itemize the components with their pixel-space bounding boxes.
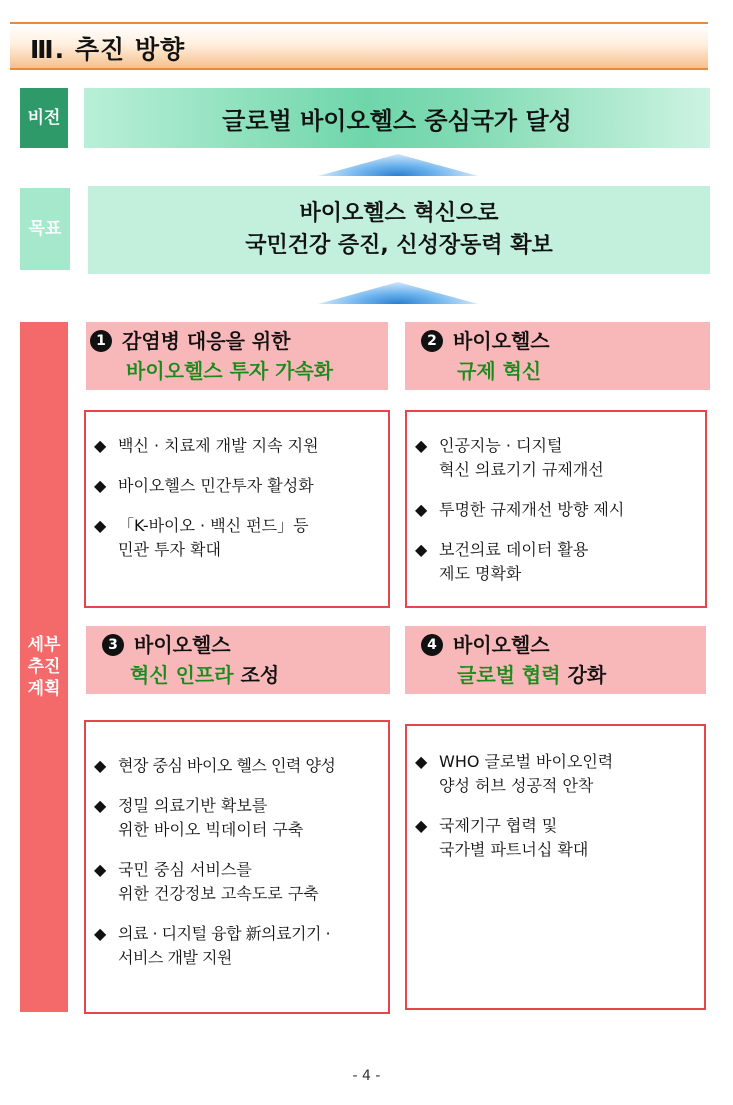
action-list-4 [405, 724, 706, 1010]
page-number: - 4 - [352, 1068, 381, 1084]
list-item: ◆ 보건의료 데이터 활용 제도 명확화 [415, 538, 705, 586]
category-2-header [405, 322, 710, 390]
category-1-header [86, 322, 388, 390]
category-title: 감염병 대응을 위한 [122, 329, 291, 353]
diamond-bullet-icon: ◆ [94, 436, 107, 455]
list-item: ◆ 정밀 의료기반 확보를 위한 바이오 빅데이터 구축 [94, 794, 388, 842]
diamond-bullet-icon: ◆ [94, 796, 107, 815]
action-list-1 [84, 410, 390, 608]
list-item: ◆ 인공지능 · 디지털 혁신 의료기기 규제개선 [415, 434, 705, 482]
category-4-header [405, 626, 706, 694]
diamond-bullet-icon: ◆ [415, 816, 428, 835]
list-item: ◆ 의료 · 디지털 융합 新의료기기 · 서비스 개발 지원 [94, 922, 388, 970]
diamond-bullet-icon: ◆ [94, 476, 107, 495]
diamond-bullet-icon: ◆ [415, 500, 428, 519]
category-suffix: 강화 [560, 663, 607, 687]
category-highlight: 바이오헬스 투자 가속화 [126, 359, 334, 383]
detail-label-line: 세부 [27, 634, 61, 655]
goal-line-2: 국민건강 증진, 신성장동력 확보 [245, 233, 553, 258]
list-item: ◆ 국민 중심 서비스를 위한 건강정보 고속도로 구축 [94, 858, 388, 906]
category-highlight: 글로벌 협력 [457, 663, 561, 687]
vision-box: 글로벌 바이오헬스 중심국가 달성 [84, 88, 710, 148]
list-item: ◆ WHO 글로벌 바이오인력 양성 허브 성공적 안착 [415, 750, 704, 798]
category-highlight: 규제 혁신 [457, 359, 542, 383]
category-title: 바이오헬스 [453, 329, 550, 353]
list-item: ◆ 바이오헬스 민간투자 활성화 [94, 474, 388, 498]
number-3-icon: 3 [102, 634, 124, 656]
diamond-bullet-icon: ◆ [94, 516, 107, 535]
category-suffix: 조성 [233, 663, 280, 687]
vision-label: 비전 [20, 88, 68, 148]
category-title: 바이오헬스 [453, 633, 550, 657]
category-3-header [86, 626, 390, 694]
detail-label-line: 추진 [27, 656, 61, 677]
diamond-bullet-icon: ◆ [94, 860, 107, 879]
category-highlight: 혁신 인프라 [130, 663, 234, 687]
detail-plan-label [20, 322, 68, 1012]
page-title: Ⅲ. 추진 방향 [30, 35, 186, 64]
action-list-3 [84, 720, 390, 1014]
number-1-icon: 1 [90, 330, 112, 352]
list-item: ◆ 현장 중심 바이오 헬스 인력 양성 [94, 754, 388, 778]
goal-line-1: 바이오헬스 혁신으로 [299, 201, 499, 227]
diamond-bullet-icon: ◆ [415, 436, 428, 455]
up-arrow-icon [318, 154, 478, 176]
goal-box [88, 186, 710, 274]
up-arrow-icon [318, 282, 478, 304]
list-item: ◆ 「K-바이오 · 백신 펀드」등 민관 투자 확대 [94, 514, 388, 562]
diamond-bullet-icon: ◆ [94, 756, 106, 775]
diamond-bullet-icon: ◆ [415, 540, 428, 559]
category-title: 바이오헬스 [134, 633, 231, 657]
diamond-bullet-icon: ◆ [94, 924, 106, 943]
list-item: ◆ 투명한 규제개선 방향 제시 [415, 498, 705, 522]
detail-label-line: 계획 [27, 679, 61, 700]
list-item: ◆ 국제기구 협력 및 국가별 파트너십 확대 [415, 814, 704, 862]
diamond-bullet-icon: ◆ [415, 752, 428, 771]
goal-label: 목표 [20, 188, 70, 270]
number-2-icon: 2 [421, 330, 443, 352]
action-list-2 [405, 410, 707, 608]
number-4-icon: 4 [421, 634, 443, 656]
list-item: ◆ 백신 · 치료제 개발 지속 지원 [94, 434, 388, 458]
